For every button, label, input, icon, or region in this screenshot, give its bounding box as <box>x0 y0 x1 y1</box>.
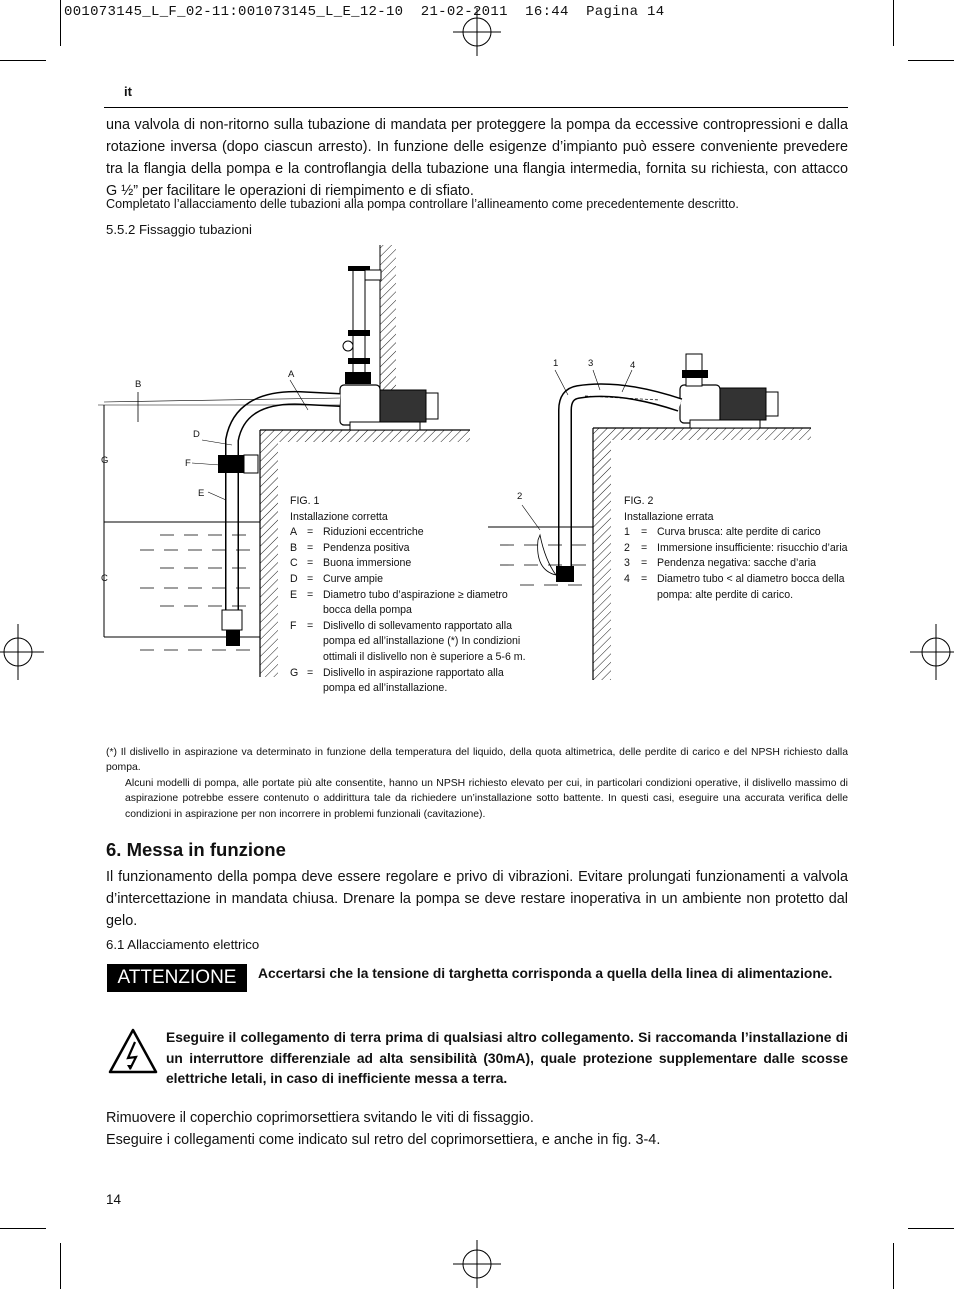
fig1-item: G = Dislivello in aspirazione rapportato alla pompa ed all’installazione. <box>290 666 504 695</box>
fig1-item: F = Dislivello di sollevamento rapportato alla pompa ed all’installazione (*) In condizioni ottimali il dislivello non è superiore a 5-6 m. <box>290 619 526 663</box>
footnote-p2: Alcuni modelli di pompa, alle portate più alte consentite, hanno un NPSH richiesto elevato per cui, in particolari condizioni operative, il dislivello massimo di aspirazione potrebbe essere contenuto o addirittura tale da richiedere un’installazione sotto battente. In questi casi, eseguire una accurata verifica delle condizioni in aspirazione per non incorrere in problemi funzionali (cavitazione). <box>125 777 848 820</box>
high-voltage-warning-icon <box>108 1028 158 1074</box>
fig1-title: FIG. 1 <box>290 495 320 507</box>
registration-mark-icon <box>453 1240 501 1288</box>
fig1-item: D = Curve ampie <box>290 572 384 585</box>
fig2-label-2: 2 <box>517 491 523 502</box>
language-tag: it <box>124 84 132 99</box>
crop-mark <box>60 1243 61 1289</box>
fig1-label-A: A <box>288 369 295 380</box>
fig2-label-1: 1 <box>553 358 559 369</box>
fig1-label-C: C <box>101 573 108 584</box>
section-6-paragraph: Il funzionamento della pompa deve essere regolare e privo di vibrazioni. Evitare prolungati funzionamenti a valvola d’intercettazione in mandata chiusa. Drenare la pompa se deve restare inoperativa in un ambiente non protetto dal gelo. <box>106 869 848 929</box>
footnote-marker: (*) <box>106 747 117 758</box>
ground-hatch <box>260 430 470 442</box>
crop-mark <box>908 1228 954 1229</box>
instruction-step-1: Rimuovere il coperchio coprimorsettiera svitando le viti di fissaggio. <box>106 1110 534 1126</box>
fig2-legend <box>624 494 850 603</box>
footnote-p1: Il dislivello in aspirazione va determinato in funzione della temperatura del liquido, della quota altimetrica, delle perdite di carico e del NPSH richiesto dalla pompa. <box>106 747 849 774</box>
alignment-note: Completato l’allacciamento delle tubazioni alla pompa controllare l’allineamento come precedentemente descritto. <box>106 197 739 211</box>
fig2-item: 1 = Curva brusca: alte perdite di carico <box>624 526 821 539</box>
attention-badge: ATTENZIONE <box>107 964 247 992</box>
fig1-label-G: G <box>101 455 109 466</box>
fig1-legend <box>290 494 535 697</box>
crop-mark <box>893 1243 894 1289</box>
fig1-subtitle: Installazione corretta <box>290 510 388 523</box>
pit-wall-hatch <box>260 442 278 677</box>
print-header: 001073145_L_F_02-11:001073145_L_E_12-10 21-02-2011 16:44 Pagina 14 <box>64 4 665 20</box>
footnote <box>106 745 848 822</box>
fig1-item: E = Diametro tubo d’aspirazione ≥ diametro bocca della pompa <box>290 588 508 617</box>
earth-warning: Eseguire il collegamento di terra prima di qualsiasi altro collegamento. Si raccomanda l’installazione di un interruttore differenziale ad alta sensibilità (30mA), quale protezione supplementare dalle scosse elettriche letali, in caso di inefficiente messa a terra. <box>166 1030 848 1086</box>
fig1-label-F: F <box>185 458 191 469</box>
attention-text: Accertarsi che la tensione di targhetta corrisponda a quella della linea di alimentazione. <box>258 966 833 981</box>
section-6-1-title: 6.1 Allacciamento elettrico <box>106 937 260 952</box>
fig1-item: C = Buona immersione <box>290 557 412 570</box>
fig1-label-E: E <box>198 488 205 499</box>
fig2-item: 4 = Diametro tubo < al diametro bocca della pompa: alte perdite di carico. <box>624 572 845 601</box>
section-6-title: 6. Messa in funzione <box>106 839 286 860</box>
instruction-step-2: Eseguire i collegamenti come indicato sul retro del coprimorsettiera, e anche in fig. 3-4. <box>106 1132 661 1148</box>
fig1-item: A = Riduzioni eccentriche <box>290 526 424 539</box>
fig2-item: 2 = Immersione insufficiente: risucchio d’aria <box>624 541 848 554</box>
fig2-item: 3 = Pendenza negativa: sacche d’aria <box>624 557 817 570</box>
page-number: 14 <box>106 1192 122 1207</box>
intro-paragraph: una valvola di non-ritorno sulla tubazione di mandata per proteggere la pompa da eccessive contropressioni e dalla rotazione inversa (dopo ciascun arresto). In funzione delle esigenze d’impianto può essere conveniente prevedere tra la flangia della pompa e la controflangia della tubazione una flangia intermedia, fornita su richiesta, con attacco G ½” per facilitare le operazioni di riempimento e di sfiato. <box>106 117 848 199</box>
section-5-5-2-title: 5.5.2 Fissaggio tubazioni <box>106 222 252 237</box>
fig1-label-B: B <box>135 379 142 390</box>
fig1-label-D: D <box>193 429 200 440</box>
fig2-subtitle: Installazione errata <box>624 510 714 523</box>
fig2-label-4: 4 <box>630 360 636 371</box>
fig2-title: FIG. 2 <box>624 495 654 507</box>
fig2-label-3: 3 <box>588 358 594 369</box>
fig1-item: B = Pendenza positiva <box>290 541 410 554</box>
crop-mark <box>0 1228 46 1229</box>
